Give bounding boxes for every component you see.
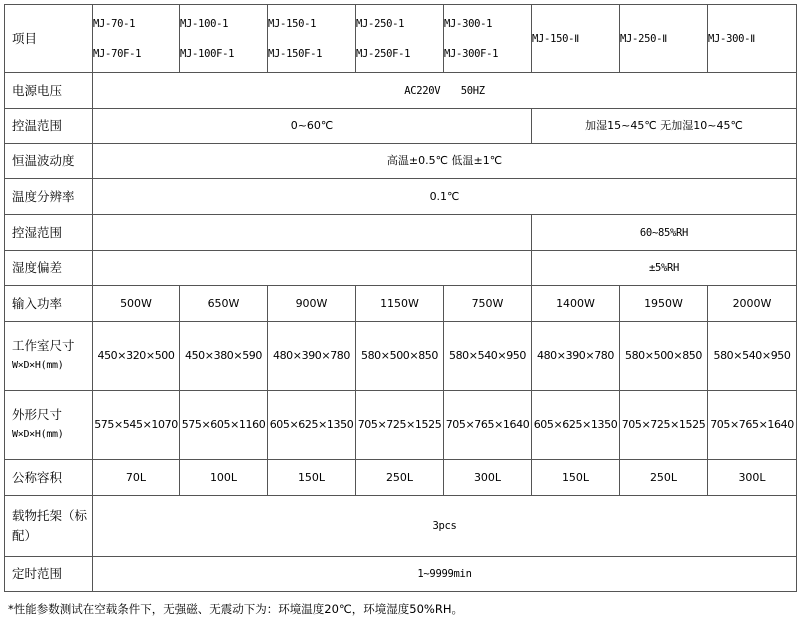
table-cell: 605×625×1350 [268, 391, 356, 460]
temp-range-value: 0~60℃ [93, 109, 532, 144]
table-cell: 150L [268, 460, 356, 496]
row-label: 控湿范围 [5, 215, 93, 251]
row-outer-size [5, 391, 797, 460]
row-power [5, 73, 797, 109]
table-cell: 480×390×780 [268, 322, 356, 391]
model-name: MJ-150F-1 [268, 47, 323, 60]
model-cell [444, 5, 532, 73]
row-label: 电源电压 [5, 73, 93, 109]
temp-res-value: 0.1℃ [93, 179, 797, 215]
row-label: 恒温波动度 [5, 144, 93, 179]
power-value: AC220V 50HZ [93, 73, 797, 109]
table-cell: 750W [444, 286, 532, 322]
table-cell: 100L [180, 460, 268, 496]
row-chamber-size [5, 322, 797, 391]
model-name: MJ-150-Ⅱ [532, 32, 580, 45]
model-name: MJ-70-1 [93, 17, 136, 30]
row-label: 输入功率 [5, 286, 93, 322]
table-cell: 1950W [620, 286, 708, 322]
model-name: MJ-300F-1 [444, 47, 499, 60]
row-input-power [5, 286, 797, 322]
table-cell: 300L [708, 460, 797, 496]
model-name: MJ-250-1 [356, 17, 405, 30]
table-cell: 705×765×1640 [708, 391, 797, 460]
model-cell [180, 5, 268, 73]
model-name: MJ-250F-1 [356, 47, 411, 60]
model-name: MJ-300-1 [444, 17, 493, 30]
table-cell: 580×500×850 [356, 322, 444, 391]
row-temp-res [5, 179, 797, 215]
table-cell: 580×500×850 [620, 322, 708, 391]
table-cell: 1150W [356, 286, 444, 322]
row-label: 湿度偏差 [5, 251, 93, 286]
row-label: 外形尺寸 [12, 407, 63, 422]
spec-table-container [4, 4, 797, 592]
row-humid-dev [5, 251, 797, 286]
model-cell [93, 5, 180, 73]
model-cell [532, 5, 620, 73]
row-temp-range [5, 109, 797, 144]
row-shelves [5, 496, 797, 557]
table-cell: 300L [444, 460, 532, 496]
footnote: *性能参数测试在空载条件下，无强磁、无震动下为：环境温度20℃，环境湿度50%RH。 [8, 602, 463, 616]
model-name: MJ-250-Ⅱ [620, 32, 668, 45]
model-cell [356, 5, 444, 73]
humid-range-value: 60~85%RH [532, 215, 797, 251]
model-cell [708, 5, 797, 73]
row-label-cell [5, 322, 93, 391]
row-label: 定时范围 [5, 557, 93, 592]
row-sublabel: W×D×H(mm) [12, 429, 64, 440]
timer-value: 1~9999min [93, 557, 797, 592]
row-volume [5, 460, 797, 496]
row-label: 载物托架（标配） [5, 496, 93, 557]
table-cell: 500W [93, 286, 180, 322]
table-cell: 605×625×1350 [532, 391, 620, 460]
table-cell: 580×540×950 [444, 322, 532, 391]
table-cell: 450×320×500 [93, 322, 180, 391]
header-label: 项目 [5, 5, 93, 73]
row-label: 工作室尺寸 [12, 338, 75, 353]
row-label: 控温范围 [5, 109, 93, 144]
model-name: MJ-100-1 [180, 17, 229, 30]
row-humid-range [5, 215, 797, 251]
table-cell: 580×540×950 [708, 322, 797, 391]
row-sublabel: W×D×H(mm) [12, 360, 64, 371]
table-cell: 450×380×590 [180, 322, 268, 391]
table-cell: 250L [620, 460, 708, 496]
table-cell: 705×765×1640 [444, 391, 532, 460]
header-row [5, 5, 797, 73]
model-name: MJ-70F-1 [93, 47, 142, 60]
model-name: MJ-150-1 [268, 17, 317, 30]
row-label: 公称容积 [5, 460, 93, 496]
row-label: 温度分辨率 [5, 179, 93, 215]
table-cell: 250L [356, 460, 444, 496]
table-cell: 1400W [532, 286, 620, 322]
table-cell: 575×545×1070 [93, 391, 180, 460]
shelves-value: 3pcs [93, 496, 797, 557]
temp-range-humid-value: 加湿15~45℃ 无加湿10~45℃ [532, 109, 797, 144]
spec-table [4, 4, 797, 592]
model-cell [268, 5, 356, 73]
table-cell: 480×390×780 [532, 322, 620, 391]
table-cell: 705×725×1525 [620, 391, 708, 460]
temp-fluct-value: 高温±0.5℃ 低温±1℃ [93, 144, 797, 179]
humid-dev-value: ±5%RH [532, 251, 797, 286]
model-name: MJ-300-Ⅱ [708, 32, 756, 45]
row-timer [5, 557, 797, 592]
table-cell: 705×725×1525 [356, 391, 444, 460]
model-name: MJ-100F-1 [180, 47, 235, 60]
table-cell: 70L [93, 460, 180, 496]
humid-range-empty [93, 215, 532, 251]
humid-dev-empty [93, 251, 532, 286]
table-cell: 150L [532, 460, 620, 496]
row-temp-fluct [5, 144, 797, 179]
table-cell: 575×605×1160 [180, 391, 268, 460]
table-cell: 900W [268, 286, 356, 322]
table-cell: 650W [180, 286, 268, 322]
table-cell: 2000W [708, 286, 797, 322]
row-label-cell [5, 391, 93, 460]
model-cell [620, 5, 708, 73]
